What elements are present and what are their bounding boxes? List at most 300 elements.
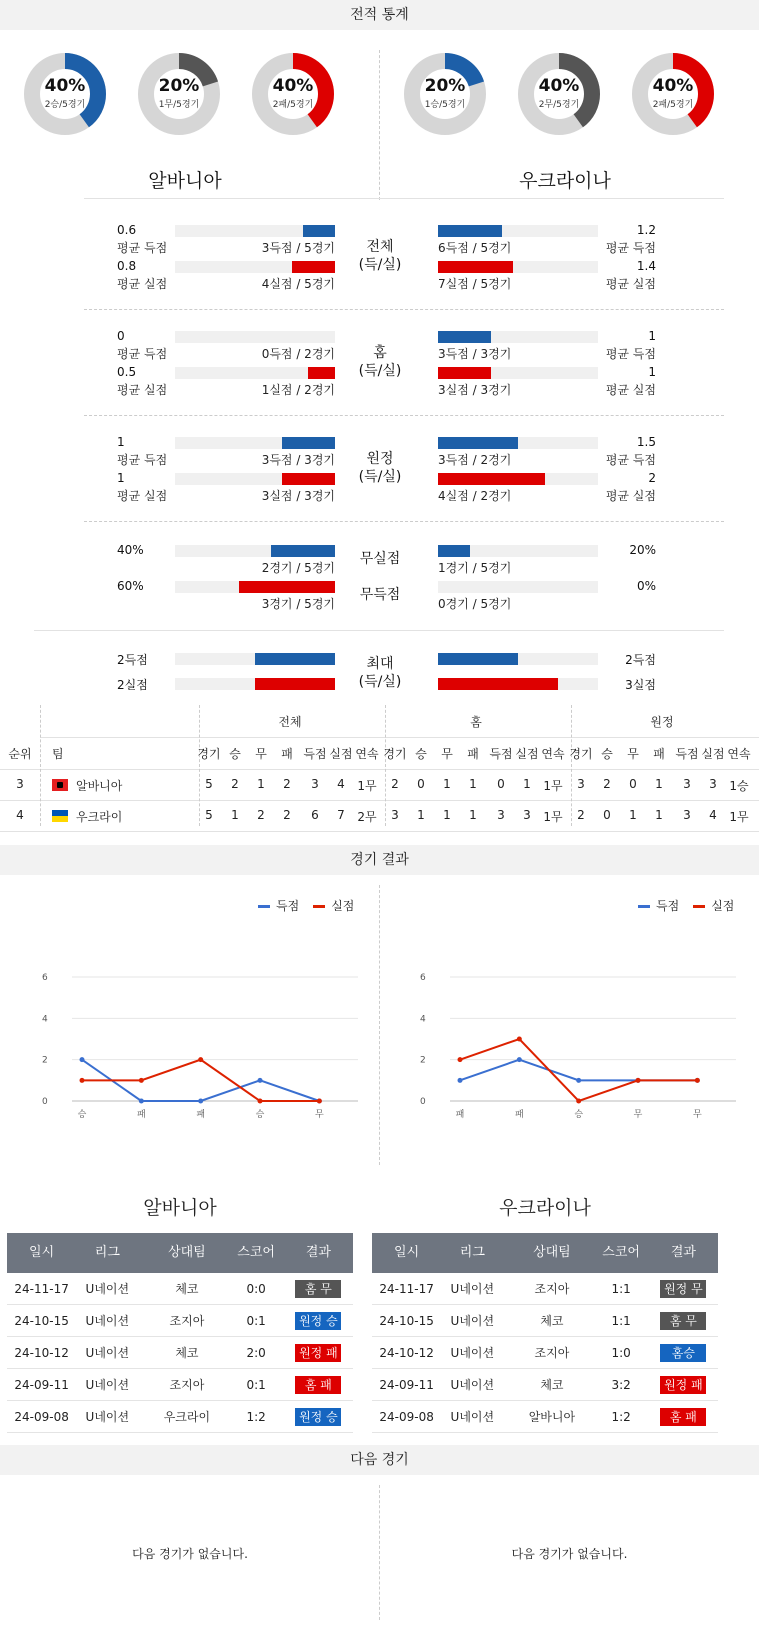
results-row[interactable] — [372, 1305, 718, 1337]
standings-cell: 0 — [417, 777, 425, 791]
standings-cell: 1승 — [729, 779, 749, 793]
stat-group-subtitle: (득/실) — [358, 363, 402, 379]
standings-cell: 1 — [655, 808, 663, 822]
standings-cell: 2 — [577, 808, 585, 822]
left-stat-value: 0 — [117, 329, 125, 343]
x-tick-label: 승 — [77, 1110, 87, 1120]
right-stat-value: 1.4 — [636, 259, 656, 273]
results-cell-date: 24-11-17 — [14, 1282, 69, 1296]
next-games — [0, 1475, 759, 1625]
right-bar-caption: 3득점 / 3경기 — [438, 347, 512, 361]
left-donut-2 — [251, 52, 335, 136]
y-tick-label: 4 — [420, 1014, 426, 1025]
standings-cell: 3 — [683, 808, 691, 822]
right-bar-caption: 3실점 / 3경기 — [438, 383, 512, 397]
left-stat-bar — [308, 367, 335, 379]
standings-cell: 3 — [497, 808, 505, 822]
standings-cell: 2 — [283, 808, 291, 822]
left-donut-1 — [137, 52, 221, 136]
data-point[interactable] — [517, 1037, 522, 1042]
data-point[interactable] — [576, 1078, 581, 1083]
y-tick-label: 0 — [420, 1097, 426, 1107]
standings-cell: 1 — [443, 808, 451, 822]
data-point[interactable] — [139, 1078, 144, 1083]
left-stat-label: 평균 득점 — [117, 241, 168, 255]
standings-cell: 1 — [417, 808, 425, 822]
right-stat-bar — [438, 367, 491, 379]
line-chart — [0, 935, 380, 1175]
results-cell-opp: 조지아 — [534, 1282, 570, 1296]
standings-group-header: 전체 — [278, 715, 302, 729]
standings-column-header: 연속 — [541, 747, 565, 761]
left-stat-label: 평균 득점 — [117, 453, 168, 467]
results-cell-date: 24-09-11 — [14, 1378, 69, 1392]
standings-cell: 2 — [257, 808, 265, 822]
results-column-header: 상대팀 — [533, 1245, 571, 1260]
right-stat-value: 2 — [648, 471, 656, 485]
row-divider — [0, 800, 759, 801]
donut-subtitle: 1승/5경기 — [424, 100, 466, 110]
legend-label: 득점 — [656, 899, 680, 913]
result-badge: 홈 패 — [295, 1376, 341, 1394]
standings-cell: 5 — [205, 777, 213, 791]
standings-cell: 2 — [231, 777, 239, 791]
donut-percent: 40% — [652, 76, 694, 96]
standings-cell: 3 — [577, 777, 585, 791]
result-badge: 원정 패 — [295, 1344, 341, 1362]
stat-group-label — [340, 238, 420, 274]
data-point[interactable] — [139, 1099, 144, 1104]
right-bar-caption: 1경기 / 5경기 — [438, 561, 512, 575]
right-stat-label: 평균 실점 — [605, 277, 656, 291]
results-cell-date: 24-11-17 — [379, 1282, 434, 1296]
max-group-label — [340, 655, 420, 691]
right-stat-value: 1.2 — [636, 223, 656, 237]
right-stat-bar — [438, 473, 545, 485]
right-stat-value: 2득점 — [625, 653, 656, 667]
left-bar-caption: 3득점 / 3경기 — [261, 453, 335, 467]
results-column-header: 결과 — [670, 1245, 696, 1260]
x-tick-label: 패 — [196, 1110, 206, 1120]
data-point[interactable] — [458, 1057, 463, 1062]
standings-column-header: 승 — [229, 747, 241, 761]
team-rank: 3 — [16, 777, 24, 791]
header-divider — [40, 737, 759, 738]
left-stat-bar — [282, 437, 335, 449]
right-team-title: 우크라이나 — [519, 170, 611, 192]
left-stat-value: 2득점 — [117, 653, 148, 667]
team-name[interactable]: 우크라이 — [76, 810, 123, 824]
standings-column-header: 득점 — [675, 747, 699, 761]
series-line-1 — [460, 1039, 697, 1101]
standings-column-header: 실점 — [701, 747, 725, 761]
legend-swatch — [693, 905, 705, 908]
y-tick-label: 6 — [42, 973, 48, 983]
left-bar-caption: 1실점 / 2경기 — [261, 383, 335, 397]
col-divider — [40, 705, 41, 826]
results-row[interactable] — [7, 1305, 353, 1337]
divider — [84, 198, 724, 199]
left-stat-bar — [292, 261, 335, 273]
results-cell-league: U네이션 — [85, 1282, 130, 1296]
y-tick-label: 6 — [420, 973, 426, 983]
donut-subtitle: 2패/5경기 — [652, 100, 694, 110]
right-stat-value: 20% — [629, 543, 656, 557]
standings-column-header: 승 — [415, 747, 427, 761]
left-next-game-empty: 다음 경기가 없습니다. — [132, 1547, 248, 1561]
clean-sheet-label: 무실점 — [359, 551, 401, 567]
data-point[interactable] — [80, 1078, 85, 1083]
legend-swatch — [313, 905, 325, 908]
results-cell-opp: 조지아 — [534, 1346, 570, 1360]
legend-item[interactable] — [258, 899, 299, 913]
results-table-header — [7, 1233, 353, 1273]
standings-cell: 1무 — [357, 779, 377, 793]
standings-group-header: 홈 — [470, 715, 482, 729]
right-stat-label: 평균 실점 — [605, 489, 656, 503]
results-charts — [0, 875, 759, 1185]
x-tick-label: 패 — [136, 1110, 146, 1120]
results-cell-league: U네이션 — [450, 1378, 495, 1392]
left-bar-caption: 4실점 / 5경기 — [261, 277, 335, 291]
results-cell-score: 0:0 — [246, 1282, 266, 1296]
stat-group-subtitle: (득/실) — [358, 257, 402, 273]
results-column-header: 스코어 — [237, 1245, 275, 1260]
x-tick-label: 무 — [693, 1110, 702, 1120]
left-results-title: 알바니아 — [143, 1197, 217, 1219]
x-tick-label: 무 — [315, 1110, 324, 1120]
results-cell-score: 1:1 — [611, 1282, 631, 1296]
right-stat-value: 3실점 — [625, 678, 656, 692]
header-divider — [0, 769, 759, 770]
legend-swatch — [638, 905, 650, 908]
result-badge: 홈승 — [660, 1344, 706, 1362]
result-badge: 홈 패 — [660, 1408, 706, 1426]
standings-column-header: 득점 — [489, 747, 513, 761]
standings-cell: 2 — [391, 777, 399, 791]
results-cell-opp: 조지아 — [169, 1378, 205, 1392]
left-stat-value: 0.5 — [117, 365, 137, 379]
results-cell-opp: 체코 — [540, 1378, 564, 1392]
standings-cell: 5 — [205, 808, 213, 822]
right-stat-bar — [438, 653, 518, 665]
standings-cell: 1 — [469, 808, 477, 822]
right-next-game-empty: 다음 경기가 없습니다. — [511, 1547, 628, 1561]
standings-cell: 3 — [523, 808, 531, 822]
left-team-title: 알바니아 — [148, 170, 222, 192]
results-tables — [0, 1197, 759, 1445]
standings-cell: 1무 — [543, 810, 563, 824]
left-stat-label: 평균 실점 — [117, 277, 168, 291]
legend-label: 실점 — [331, 899, 355, 913]
donut-subtitle: 1무/5경기 — [158, 100, 200, 110]
standings-cell: 3 — [391, 808, 399, 822]
series-line-1 — [82, 1060, 319, 1101]
right-stat-bar — [438, 678, 558, 690]
results-cell-date: 24-09-08 — [14, 1410, 69, 1424]
data-point[interactable] — [458, 1078, 463, 1083]
results-row[interactable] — [7, 1273, 353, 1305]
team-name[interactable]: 알바니아 — [76, 779, 123, 793]
standings-column-header: 무 — [441, 747, 453, 761]
results-table-header — [372, 1233, 718, 1273]
right-stat-value: 1 — [648, 329, 656, 343]
standings-column-header: 패 — [653, 747, 665, 761]
chart-legend — [638, 897, 748, 914]
standings-cell: 1 — [443, 777, 451, 791]
results-row[interactable] — [372, 1369, 718, 1401]
results-cell-score: 0:1 — [246, 1378, 266, 1392]
donut-percent: 20% — [158, 76, 200, 96]
left-bar-caption: 3실점 / 3경기 — [261, 489, 335, 503]
left-stat-label: 평균 득점 — [117, 347, 168, 361]
right-stat-bar — [438, 331, 491, 343]
standings-cell: 3 — [311, 777, 319, 791]
results-cell-date: 24-10-12 — [14, 1346, 69, 1360]
result-badge: 원정 패 — [660, 1376, 706, 1394]
left-bar-caption: 0득점 / 2경기 — [261, 347, 335, 361]
right-bar-caption: 6득점 / 5경기 — [438, 241, 512, 255]
next-section-header: 다음 경기 — [0, 1445, 759, 1475]
data-point[interactable] — [198, 1099, 203, 1104]
right-stat-bar — [438, 261, 513, 273]
group-divider — [84, 309, 724, 310]
results-cell-score: 1:1 — [611, 1314, 631, 1328]
standings-cell: 2 — [603, 777, 611, 791]
left-bar-caption: 2경기 / 5경기 — [261, 561, 335, 575]
standings-cell: 7 — [337, 808, 345, 822]
legend-label: 실점 — [711, 899, 735, 913]
donut-subtitle: 2무/5경기 — [538, 100, 580, 110]
left-bar-caption: 3경기 / 5경기 — [261, 597, 335, 611]
right-donut-1 — [517, 52, 601, 136]
standings-cell: 0 — [629, 777, 637, 791]
standings-cell: 3 — [709, 777, 717, 791]
results-row[interactable] — [7, 1369, 353, 1401]
left-stat-bar — [239, 581, 335, 593]
team-rank: 4 — [16, 808, 24, 822]
left-stat-value: 0.6 — [117, 223, 137, 237]
record-section-header: 전적 통계 — [0, 0, 759, 30]
results-row[interactable] — [372, 1273, 718, 1305]
vertical-divider — [379, 50, 380, 200]
results-column-header: 일시 — [394, 1245, 420, 1260]
standings-cell: 1무 — [543, 779, 563, 793]
y-tick-label: 2 — [42, 1055, 48, 1066]
legend-item[interactable] — [693, 899, 734, 913]
right-bar-caption: 4실점 / 2경기 — [438, 489, 512, 503]
data-point[interactable] — [258, 1078, 263, 1083]
stat-group-title: 전체 — [366, 239, 394, 255]
results-column-header: 리그 — [94, 1245, 120, 1260]
standings-column-header: 경기 — [383, 747, 407, 761]
x-tick-label: 패 — [455, 1110, 465, 1120]
right-stat-bar — [438, 225, 502, 237]
standings-cell: 1 — [629, 808, 637, 822]
standings-column-header: 경기 — [569, 747, 593, 761]
results-row[interactable] — [372, 1401, 718, 1433]
left-stat-bar — [255, 678, 335, 690]
results-row[interactable] — [372, 1337, 718, 1369]
results-column-header: 일시 — [29, 1245, 55, 1260]
donut-subtitle: 2패/5경기 — [272, 100, 314, 110]
data-point[interactable] — [517, 1057, 522, 1062]
standings-cell: 6 — [311, 808, 319, 822]
results-cell-opp: 체코 — [540, 1314, 564, 1328]
legend-item[interactable] — [638, 899, 679, 913]
results-cell-date: 24-09-08 — [379, 1410, 434, 1424]
data-point[interactable] — [317, 1099, 322, 1104]
results-cell-score: 1:2 — [246, 1410, 266, 1424]
standings-cell: 2무 — [357, 810, 377, 824]
standings-column-header: 실점 — [329, 747, 353, 761]
left-stat-value: 2실점 — [117, 678, 148, 692]
standings-cell: 1 — [257, 777, 265, 791]
standings-cell: 2 — [283, 777, 291, 791]
x-tick-label: 승 — [255, 1110, 265, 1120]
stat-group-label — [340, 344, 420, 380]
standings-group-header: 원정 — [650, 715, 674, 729]
data-point[interactable] — [636, 1078, 641, 1083]
standings-column-header: 승 — [601, 747, 613, 761]
donut-subtitle: 2승/5경기 — [44, 100, 86, 110]
data-point[interactable] — [576, 1099, 581, 1104]
results-cell-opp: 체코 — [175, 1346, 199, 1360]
standings-cell: 0 — [497, 777, 505, 791]
results-cell-score: 3:2 — [611, 1378, 631, 1392]
data-point[interactable] — [258, 1099, 263, 1104]
results-column-header: 상대팀 — [168, 1245, 206, 1260]
x-tick-label: 패 — [514, 1110, 524, 1120]
results-cell-date: 24-10-15 — [14, 1314, 69, 1328]
result-badge: 원정 승 — [295, 1312, 341, 1330]
row-divider — [0, 831, 759, 832]
left-stat-label: 평균 실점 — [117, 489, 168, 503]
right-stat-label: 평균 득점 — [605, 453, 656, 467]
right-stat-label: 평균 실점 — [605, 383, 656, 397]
standings-column-header: 연속 — [355, 747, 379, 761]
data-point[interactable] — [198, 1057, 203, 1062]
left-stat-value: 60% — [117, 579, 144, 593]
results-cell-score: 0:1 — [246, 1314, 266, 1328]
results-cell-league: U네이션 — [450, 1314, 495, 1328]
y-tick-label: 4 — [42, 1014, 48, 1025]
standings-column-header: 패 — [467, 747, 479, 761]
legend-item[interactable] — [313, 899, 354, 913]
left-donut-0 — [23, 52, 107, 136]
standings-cell: 3 — [683, 777, 691, 791]
donut-row — [0, 30, 759, 200]
standings-column-header: 경기 — [197, 747, 221, 761]
results-row[interactable] — [7, 1337, 353, 1369]
right-stat-label: 평균 득점 — [605, 241, 656, 255]
standings-column-header: 무 — [627, 747, 639, 761]
results-cell-score: 2:0 — [246, 1346, 266, 1360]
left-stat-bar — [303, 225, 335, 237]
standings-table — [0, 700, 759, 845]
line-chart — [380, 935, 759, 1175]
left-team-donuts — [5, 30, 365, 200]
right-stat-bar — [438, 437, 518, 449]
results-row[interactable] — [7, 1401, 353, 1433]
results-cell-league: U네이션 — [450, 1410, 495, 1424]
results-cell-opp: 조지아 — [169, 1314, 205, 1328]
data-point[interactable] — [695, 1078, 700, 1083]
right-bar-caption: 0경기 / 5경기 — [438, 597, 512, 611]
results-column-header: 결과 — [305, 1245, 331, 1260]
data-point[interactable] — [80, 1057, 85, 1062]
donut-percent: 40% — [272, 76, 314, 96]
results-cell-date: 24-10-15 — [379, 1314, 434, 1328]
results-cell-date: 24-09-11 — [379, 1378, 434, 1392]
stat-group-title: 홈 — [373, 345, 387, 361]
standings-cell: 0 — [603, 808, 611, 822]
right-team-donuts — [385, 30, 745, 200]
left-stat-bar — [282, 473, 335, 485]
right-bar-caption: 3득점 / 2경기 — [438, 453, 512, 467]
team-header: 팀 — [52, 747, 64, 761]
results-cell-league: U네이션 — [450, 1282, 495, 1296]
right-donut-0 — [403, 52, 487, 136]
left-stat-bar — [255, 653, 335, 665]
result-badge: 원정 승 — [295, 1408, 341, 1426]
clean-sheet-label: 무득점 — [359, 587, 401, 603]
group-divider — [84, 521, 724, 522]
standings-cell: 4 — [709, 808, 717, 822]
left-bar-track — [175, 331, 335, 343]
left-stat-value: 1 — [117, 471, 125, 485]
standings-column-header: 연속 — [727, 747, 751, 761]
result-badge: 홈 무 — [295, 1280, 341, 1298]
right-stat-value: 1.5 — [636, 435, 656, 449]
results-cell-score: 1:0 — [611, 1346, 631, 1360]
standings-cell: 1 — [655, 777, 663, 791]
standings-cell: 1 — [469, 777, 477, 791]
y-tick-label: 0 — [42, 1097, 48, 1107]
standings-cell: 1 — [523, 777, 531, 791]
left-stat-value: 40% — [117, 543, 144, 557]
results-section-header: 경기 결과 — [0, 845, 759, 875]
left-stat-bar — [271, 545, 335, 557]
rank-header: 순위 — [8, 747, 32, 761]
right-bar-caption: 7실점 / 5경기 — [438, 277, 512, 291]
standings-column-header: 득점 — [303, 747, 327, 761]
max-group-title: 최대 — [366, 656, 394, 672]
albania-flag-icon — [52, 779, 68, 791]
legend-label: 득점 — [276, 899, 300, 913]
standings-cell: 1 — [231, 808, 239, 822]
left-stat-value: 0.8 — [117, 259, 137, 273]
standings-cell: 1무 — [729, 810, 749, 824]
standings-column-header: 실점 — [515, 747, 539, 761]
stat-group-label — [340, 450, 420, 486]
left-stat-label: 평균 실점 — [117, 383, 168, 397]
stat-group-subtitle: (득/실) — [358, 469, 402, 485]
result-badge: 홈 무 — [660, 1312, 706, 1330]
left-bar-caption: 3득점 / 5경기 — [261, 241, 335, 255]
result-badge: 원정 무 — [660, 1280, 706, 1298]
x-tick-label: 무 — [633, 1110, 643, 1120]
donut-percent: 20% — [424, 76, 466, 96]
donut-percent: 40% — [538, 76, 580, 96]
right-stat-label: 평균 득점 — [605, 347, 656, 361]
left-stat-value: 1 — [117, 435, 125, 449]
right-stat-value: 0% — [636, 579, 656, 593]
y-tick-label: 2 — [420, 1055, 426, 1066]
results-cell-league: U네이션 — [85, 1314, 130, 1328]
x-tick-label: 승 — [574, 1110, 584, 1120]
results-column-header: 리그 — [459, 1245, 485, 1260]
